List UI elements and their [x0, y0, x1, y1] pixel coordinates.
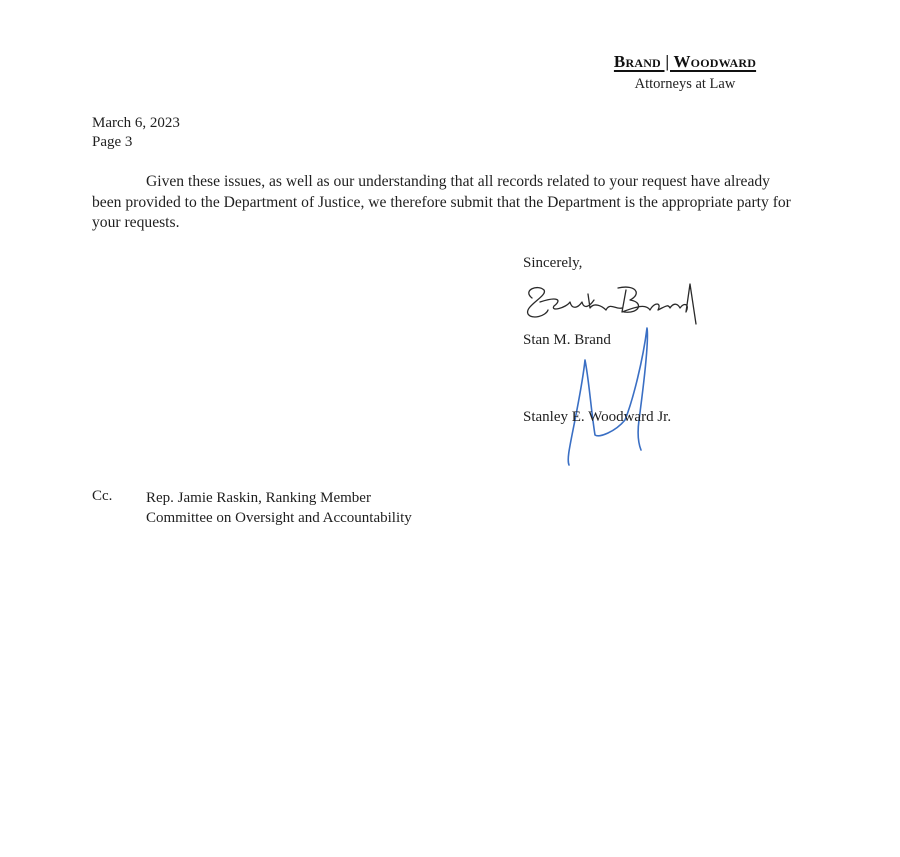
- cc-label: Cc.: [92, 488, 113, 504]
- firm-tagline: Attorneys at Law: [634, 76, 736, 92]
- page-number: Page 3: [92, 134, 133, 150]
- firm-name: Brand | Woodward: [613, 52, 757, 71]
- body-paragraph: Given these issues, as well as our understanding that all records related to your request have already been provided to the Department of Justice, we therefore submit that the Department is the appropriate party for your requests.: [92, 173, 791, 231]
- woodward-signature: [555, 320, 665, 470]
- closing: Sincerely,: [523, 255, 583, 271]
- cc-line: Committee on Oversight and Accountability: [146, 510, 412, 526]
- signer-name-woodward: Stanley E. Woodward Jr.: [523, 409, 672, 425]
- letter-date: March 6, 2023: [92, 115, 180, 131]
- signer-name-brand: Stan M. Brand: [523, 332, 611, 348]
- cc-line: Rep. Jamie Raskin, Ranking Member: [146, 490, 371, 506]
- letterhead: [560, 52, 810, 93]
- cc-recipients: [146, 488, 412, 528]
